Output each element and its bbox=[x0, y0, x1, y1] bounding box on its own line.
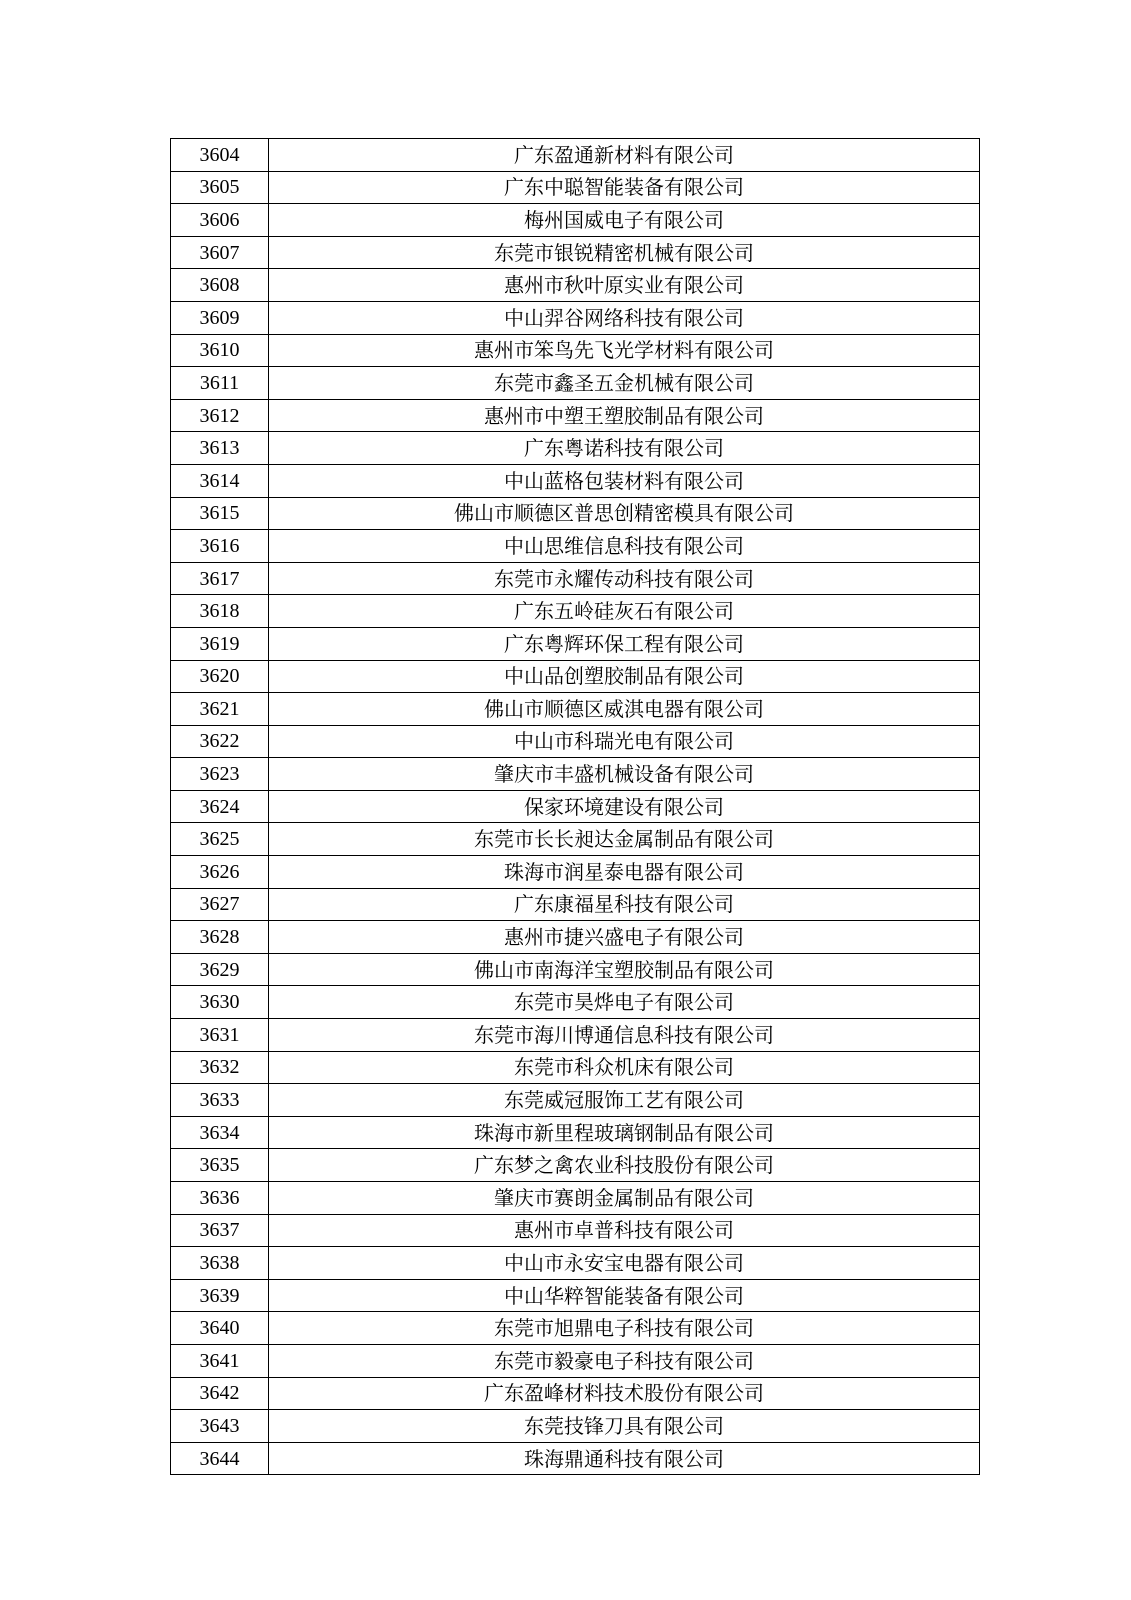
company-name-cell: 中山羿谷网络科技有限公司 bbox=[269, 301, 980, 334]
table-row bbox=[171, 595, 980, 628]
row-number-cell: 3610 bbox=[171, 334, 269, 367]
table-row bbox=[171, 1019, 980, 1052]
table-row bbox=[171, 562, 980, 595]
row-number-cell: 3606 bbox=[171, 204, 269, 237]
company-name-cell: 肇庆市丰盛机械设备有限公司 bbox=[269, 758, 980, 791]
table-row bbox=[171, 497, 980, 530]
table-row bbox=[171, 367, 980, 400]
company-name-cell: 佛山市顺德区普思创精密模具有限公司 bbox=[269, 497, 980, 530]
table-row bbox=[171, 1051, 980, 1084]
table-row bbox=[171, 986, 980, 1019]
company-name-cell: 梅州国威电子有限公司 bbox=[269, 204, 980, 237]
row-number-cell: 3633 bbox=[171, 1084, 269, 1117]
row-number-cell: 3629 bbox=[171, 953, 269, 986]
company-name-cell: 东莞市旭鼎电子科技有限公司 bbox=[269, 1312, 980, 1345]
row-number-cell: 3635 bbox=[171, 1149, 269, 1182]
table-row bbox=[171, 269, 980, 302]
row-number-cell: 3627 bbox=[171, 888, 269, 921]
row-number-cell: 3628 bbox=[171, 921, 269, 954]
table-row bbox=[171, 823, 980, 856]
table-row bbox=[171, 432, 980, 465]
table-row bbox=[171, 758, 980, 791]
company-name-cell: 中山华粹智能装备有限公司 bbox=[269, 1279, 980, 1312]
row-number-cell: 3604 bbox=[171, 139, 269, 172]
company-name-cell: 佛山市顺德区威淇电器有限公司 bbox=[269, 693, 980, 726]
row-number-cell: 3613 bbox=[171, 432, 269, 465]
table-row bbox=[171, 1312, 980, 1345]
company-name-cell: 东莞市银锐精密机械有限公司 bbox=[269, 236, 980, 269]
table-row bbox=[171, 301, 980, 334]
company-name-cell: 珠海市润星泰电器有限公司 bbox=[269, 856, 980, 889]
company-name-cell: 中山品创塑胶制品有限公司 bbox=[269, 660, 980, 693]
company-name-cell: 广东康福星科技有限公司 bbox=[269, 888, 980, 921]
table-row bbox=[171, 725, 980, 758]
company-name-cell: 惠州市捷兴盛电子有限公司 bbox=[269, 921, 980, 954]
row-number-cell: 3631 bbox=[171, 1019, 269, 1052]
table-row bbox=[171, 1377, 980, 1410]
row-number-cell: 3644 bbox=[171, 1442, 269, 1475]
row-number-cell: 3617 bbox=[171, 562, 269, 595]
row-number-cell: 3611 bbox=[171, 367, 269, 400]
row-number-cell: 3634 bbox=[171, 1116, 269, 1149]
table-row bbox=[171, 1182, 980, 1215]
company-name-cell: 惠州市秋叶原实业有限公司 bbox=[269, 269, 980, 302]
table-row bbox=[171, 139, 980, 172]
company-name-cell: 中山蓝格包装材料有限公司 bbox=[269, 464, 980, 497]
row-number-cell: 3641 bbox=[171, 1344, 269, 1377]
row-number-cell: 3642 bbox=[171, 1377, 269, 1410]
row-number-cell: 3625 bbox=[171, 823, 269, 856]
row-number-cell: 3614 bbox=[171, 464, 269, 497]
company-name-cell: 东莞市鑫圣五金机械有限公司 bbox=[269, 367, 980, 400]
table-row bbox=[171, 1410, 980, 1443]
company-name-cell: 广东盈峰材料技术股份有限公司 bbox=[269, 1377, 980, 1410]
company-name-cell: 广东梦之禽农业科技股份有限公司 bbox=[269, 1149, 980, 1182]
row-number-cell: 3618 bbox=[171, 595, 269, 628]
row-number-cell: 3619 bbox=[171, 627, 269, 660]
row-number-cell: 3637 bbox=[171, 1214, 269, 1247]
row-number-cell: 3608 bbox=[171, 269, 269, 302]
company-name-cell: 中山市永安宝电器有限公司 bbox=[269, 1247, 980, 1280]
row-number-cell: 3607 bbox=[171, 236, 269, 269]
table-row bbox=[171, 1149, 980, 1182]
table-row bbox=[171, 1214, 980, 1247]
row-number-cell: 3621 bbox=[171, 693, 269, 726]
company-name-cell: 保家环境建设有限公司 bbox=[269, 790, 980, 823]
row-number-cell: 3624 bbox=[171, 790, 269, 823]
table-row bbox=[171, 204, 980, 237]
company-name-cell: 广东五岭硅灰石有限公司 bbox=[269, 595, 980, 628]
table-row bbox=[171, 921, 980, 954]
company-name-cell: 中山市科瑞光电有限公司 bbox=[269, 725, 980, 758]
row-number-cell: 3616 bbox=[171, 530, 269, 563]
row-number-cell: 3640 bbox=[171, 1312, 269, 1345]
table-row bbox=[171, 693, 980, 726]
table-row bbox=[171, 1344, 980, 1377]
row-number-cell: 3643 bbox=[171, 1410, 269, 1443]
table-row bbox=[171, 660, 980, 693]
table-row bbox=[171, 888, 980, 921]
table-row bbox=[171, 530, 980, 563]
row-number-cell: 3622 bbox=[171, 725, 269, 758]
company-name-cell: 肇庆市赛朗金属制品有限公司 bbox=[269, 1182, 980, 1215]
table-row bbox=[171, 334, 980, 367]
company-name-cell: 东莞威冠服饰工艺有限公司 bbox=[269, 1084, 980, 1117]
row-number-cell: 3626 bbox=[171, 856, 269, 889]
company-name-cell: 东莞市毅豪电子科技有限公司 bbox=[269, 1344, 980, 1377]
company-name-cell: 惠州市中塑王塑胶制品有限公司 bbox=[269, 399, 980, 432]
company-name-cell: 惠州市笨鸟先飞光学材料有限公司 bbox=[269, 334, 980, 367]
table-row bbox=[171, 627, 980, 660]
company-name-cell: 东莞市长长昶达金属制品有限公司 bbox=[269, 823, 980, 856]
company-list-table bbox=[170, 138, 980, 1475]
row-number-cell: 3605 bbox=[171, 171, 269, 204]
row-number-cell: 3615 bbox=[171, 497, 269, 530]
company-name-cell: 东莞市昊烨电子有限公司 bbox=[269, 986, 980, 1019]
table-row bbox=[171, 1084, 980, 1117]
table-row bbox=[171, 1116, 980, 1149]
company-name-cell: 东莞市永耀传动科技有限公司 bbox=[269, 562, 980, 595]
table-row bbox=[171, 1279, 980, 1312]
company-name-cell: 广东粤诺科技有限公司 bbox=[269, 432, 980, 465]
table-row bbox=[171, 1442, 980, 1475]
row-number-cell: 3623 bbox=[171, 758, 269, 791]
company-name-cell: 广东中聪智能装备有限公司 bbox=[269, 171, 980, 204]
table-row bbox=[171, 856, 980, 889]
table-row bbox=[171, 171, 980, 204]
company-name-cell: 广东盈通新材料有限公司 bbox=[269, 139, 980, 172]
row-number-cell: 3630 bbox=[171, 986, 269, 1019]
row-number-cell: 3612 bbox=[171, 399, 269, 432]
company-name-cell: 惠州市卓普科技有限公司 bbox=[269, 1214, 980, 1247]
table-row bbox=[171, 236, 980, 269]
company-name-cell: 东莞技锋刀具有限公司 bbox=[269, 1410, 980, 1443]
table-row bbox=[171, 953, 980, 986]
company-name-cell: 珠海市新里程玻璃钢制品有限公司 bbox=[269, 1116, 980, 1149]
company-name-cell: 中山思维信息科技有限公司 bbox=[269, 530, 980, 563]
company-name-cell: 东莞市海川博通信息科技有限公司 bbox=[269, 1019, 980, 1052]
row-number-cell: 3636 bbox=[171, 1182, 269, 1215]
row-number-cell: 3620 bbox=[171, 660, 269, 693]
table-row bbox=[171, 464, 980, 497]
row-number-cell: 3639 bbox=[171, 1279, 269, 1312]
company-name-cell: 珠海鼎通科技有限公司 bbox=[269, 1442, 980, 1475]
company-name-cell: 广东粤辉环保工程有限公司 bbox=[269, 627, 980, 660]
company-name-cell: 东莞市科众机床有限公司 bbox=[269, 1051, 980, 1084]
row-number-cell: 3632 bbox=[171, 1051, 269, 1084]
company-name-cell: 佛山市南海洋宝塑胶制品有限公司 bbox=[269, 953, 980, 986]
table-body bbox=[171, 139, 980, 1475]
table-row bbox=[171, 1247, 980, 1280]
row-number-cell: 3638 bbox=[171, 1247, 269, 1280]
table-row bbox=[171, 399, 980, 432]
row-number-cell: 3609 bbox=[171, 301, 269, 334]
table-row bbox=[171, 790, 980, 823]
